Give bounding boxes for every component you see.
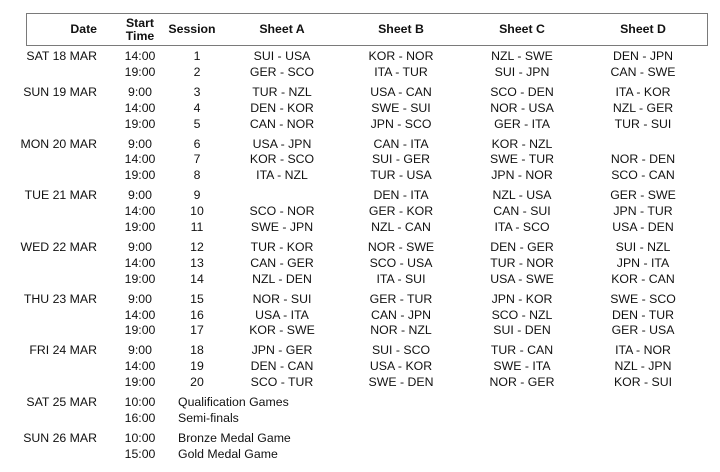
sheet-c-match: ITA - SCO	[494, 220, 550, 234]
sheet-a-match: USA - JPN	[252, 136, 312, 151]
sheet-d-match: GER - SWE	[610, 188, 676, 203]
start-time: 14:00	[124, 152, 156, 167]
sheet-c-match: SUI - JPN	[494, 64, 550, 79]
sheet-b-match: NOR - NZL	[370, 323, 432, 338]
sheet-d-match: KOR - SUI	[613, 375, 673, 390]
session-number: 2	[193, 64, 201, 79]
event-name: Bronze Medal Game	[178, 430, 291, 445]
session-number: 18	[190, 343, 204, 358]
sheet-d-match: ITA - KOR	[615, 84, 671, 99]
start-time: 15:00	[124, 446, 156, 461]
sheet-c-match: NZL - USA	[492, 188, 552, 203]
session-number: 10	[190, 204, 204, 219]
sheet-b-match: GER - TUR	[369, 291, 433, 306]
sheet-d-match: NZL - GER	[612, 100, 674, 115]
sheet-b-match: USA - KOR	[369, 359, 433, 374]
header-start-time-line1: Start	[125, 16, 155, 30]
start-time: 19:00	[124, 64, 156, 79]
date-label: FRI 24 MAR	[29, 343, 97, 358]
sheet-a-match: NZL - DEN	[252, 271, 312, 286]
start-time: 9:00	[128, 188, 152, 203]
sheet-c-match: TUR - NOR	[490, 255, 554, 270]
event-name: Gold Medal Game	[178, 446, 278, 461]
sheet-d-match: JPN - ITA	[616, 255, 670, 270]
date-label: TUE 21 MAR	[24, 188, 97, 203]
header-date: Date	[70, 22, 97, 36]
header-sheet-d: Sheet D	[620, 22, 666, 36]
session-number: 14	[190, 271, 204, 286]
sheet-a-match: KOR - SWE	[249, 323, 315, 338]
sheet-d-match: TUR - SUI	[614, 116, 672, 131]
start-time: 9:00	[128, 291, 152, 306]
sheet-d-match: GER - USA	[611, 323, 675, 338]
sheet-c-match: USA - SWE	[490, 271, 554, 286]
sheet-b-match: KOR - NOR	[368, 49, 434, 63]
header-sheet-b: Sheet B	[378, 22, 424, 36]
date-label: WED 22 MAR	[20, 239, 97, 254]
sheet-d-match: JPN - TUR	[613, 204, 673, 219]
sheet-c-match: KOR - NZL	[491, 136, 553, 151]
sheet-b-match: DEN - ITA	[373, 188, 429, 203]
session-number: 8	[193, 168, 201, 183]
session-number: 15	[190, 291, 204, 306]
start-time: 14:00	[124, 100, 156, 115]
sheet-d-match: NZL - JPN	[614, 359, 672, 374]
session-number: 16	[190, 307, 204, 322]
sheet-d-match: CAN - SWE	[610, 64, 676, 79]
date-label: SAT 25 MAR	[26, 395, 97, 409]
session-number: 3	[193, 84, 201, 99]
sheet-c-match: SCO - NZL	[491, 307, 553, 322]
sheet-d-match: SWE - SCO	[610, 291, 676, 306]
sheet-c-match: SCO - DEN	[490, 84, 554, 99]
sheet-b-match: TUR - USA	[370, 168, 432, 183]
sheet-c-match: JPN - NOR	[491, 168, 553, 183]
session-number: 17	[190, 323, 204, 338]
header-session: Session	[168, 22, 216, 36]
sheet-a-match: TUR - NZL	[252, 84, 312, 99]
session-number: 20	[190, 375, 204, 390]
sheet-a-match: CAN - NOR	[249, 116, 315, 131]
sheet-a-match: SCO - NOR	[249, 204, 315, 219]
sheet-b-match: NZL - CAN	[371, 220, 431, 234]
session-number: 6	[193, 136, 201, 151]
start-time: 14:00	[124, 307, 156, 322]
session-number: 7	[193, 152, 201, 167]
start-time: 14:00	[124, 255, 156, 270]
session-number: 9	[193, 188, 201, 203]
sheet-b-match: CAN - ITA	[373, 136, 429, 151]
header-sheet-c: Sheet C	[499, 22, 545, 36]
date-label: MON 20 MAR	[20, 136, 97, 151]
start-time: 14:00	[124, 204, 156, 219]
start-time: 19:00	[124, 220, 156, 234]
start-time: 9:00	[128, 84, 152, 99]
header-start-time-line2: Time	[125, 29, 155, 43]
start-time: 16:00	[124, 410, 156, 425]
start-time: 10:00	[124, 395, 156, 409]
sheet-c-match: NOR - USA	[490, 100, 554, 115]
sheet-c-match: SUI - DEN	[493, 323, 551, 338]
sheet-a-match: USA - ITA	[255, 307, 309, 322]
header-sheet-a: Sheet A	[259, 22, 305, 36]
sheet-b-match: CAN - JPN	[370, 307, 432, 322]
sheet-a-match: KOR - SCO	[249, 152, 315, 167]
event-name: Qualification Games	[178, 395, 289, 409]
event-name: Semi-finals	[178, 410, 239, 425]
sheet-c-match: NZL - SWE	[491, 49, 553, 63]
sheet-a-match: NOR - SUI	[252, 291, 312, 306]
start-time: 19:00	[124, 116, 156, 131]
start-time: 19:00	[124, 323, 156, 338]
date-label: SAT 18 MAR	[26, 49, 97, 63]
sheet-a-match: TUR - KOR	[250, 239, 314, 254]
sheet-c-match: CAN - SUI	[493, 204, 551, 219]
start-time: 19:00	[124, 375, 156, 390]
start-time: 10:00	[124, 430, 156, 445]
sheet-d-match: NOR - DEN	[610, 152, 676, 167]
sheet-b-match: NOR - SWE	[367, 239, 435, 254]
start-time: 14:00	[124, 49, 156, 63]
sheet-c-match: GER - ITA	[494, 116, 550, 131]
sheet-a-match: SUI - USA	[253, 49, 311, 63]
start-time: 9:00	[128, 136, 152, 151]
sheet-a-match: JPN - GER	[251, 343, 313, 358]
start-time: 9:00	[128, 239, 152, 254]
sheet-d-match: SUI - NZL	[615, 239, 671, 254]
sheet-b-match: ITA - TUR	[374, 64, 428, 79]
sheet-d-match: SCO - CAN	[611, 168, 675, 183]
sheet-c-match: TUR - CAN	[490, 343, 554, 358]
date-label: THU 23 MAR	[23, 291, 97, 306]
sheet-c-match: SWE - TUR	[490, 152, 554, 167]
sheet-b-match: GER - KOR	[368, 204, 434, 219]
sheet-b-match: USA - CAN	[370, 84, 432, 99]
session-number: 13	[190, 255, 204, 270]
sheet-a-match: DEN - KOR	[250, 100, 314, 115]
sheet-d-match: DEN - TUR	[612, 307, 674, 322]
start-time: 19:00	[124, 168, 156, 183]
sheet-b-match: SCO - USA	[369, 255, 433, 270]
sheet-d-match: ITA - NOR	[615, 343, 671, 358]
date-label: SUN 19 MAR	[23, 84, 97, 99]
session-number: 1	[193, 49, 201, 63]
sheet-b-match: SWE - SUI	[371, 100, 431, 115]
sheet-b-match: SUI - SCO	[371, 343, 431, 358]
sheet-a-match: ITA - NZL	[256, 168, 308, 183]
date-label: SUN 26 MAR	[23, 430, 97, 445]
sheet-b-match: SWE - DEN	[368, 375, 434, 390]
session-number: 5	[193, 116, 201, 131]
sheet-c-match: JPN - KOR	[491, 291, 553, 306]
start-time: 19:00	[124, 271, 156, 286]
sheet-d-match: USA - DEN	[612, 220, 674, 234]
sheet-a-match: DEN - CAN	[250, 359, 314, 374]
sheet-b-match: SUI - GER	[371, 152, 431, 167]
sheet-d-match: DEN - JPN	[612, 49, 674, 63]
start-time: 14:00	[124, 359, 156, 374]
sheet-a-match: CAN - GER	[250, 255, 314, 270]
sheet-a-match: SWE - JPN	[250, 220, 314, 234]
session-number: 12	[190, 239, 204, 254]
sheet-c-match: SWE - ITA	[493, 359, 551, 374]
sheet-c-match: DEN - GER	[490, 239, 554, 254]
sheet-b-match: JPN - SCO	[370, 116, 432, 131]
session-number: 4	[193, 100, 201, 115]
session-number: 11	[190, 220, 204, 234]
sheet-c-match: NOR - GER	[489, 375, 555, 390]
sheet-b-match: ITA - SUI	[376, 271, 426, 286]
sheet-a-match: SCO - TUR	[250, 375, 314, 390]
session-number: 19	[190, 359, 204, 374]
sheet-a-match: GER - SCO	[249, 64, 315, 79]
sheet-d-match: KOR - CAN	[611, 271, 675, 286]
start-time: 9:00	[128, 343, 152, 358]
